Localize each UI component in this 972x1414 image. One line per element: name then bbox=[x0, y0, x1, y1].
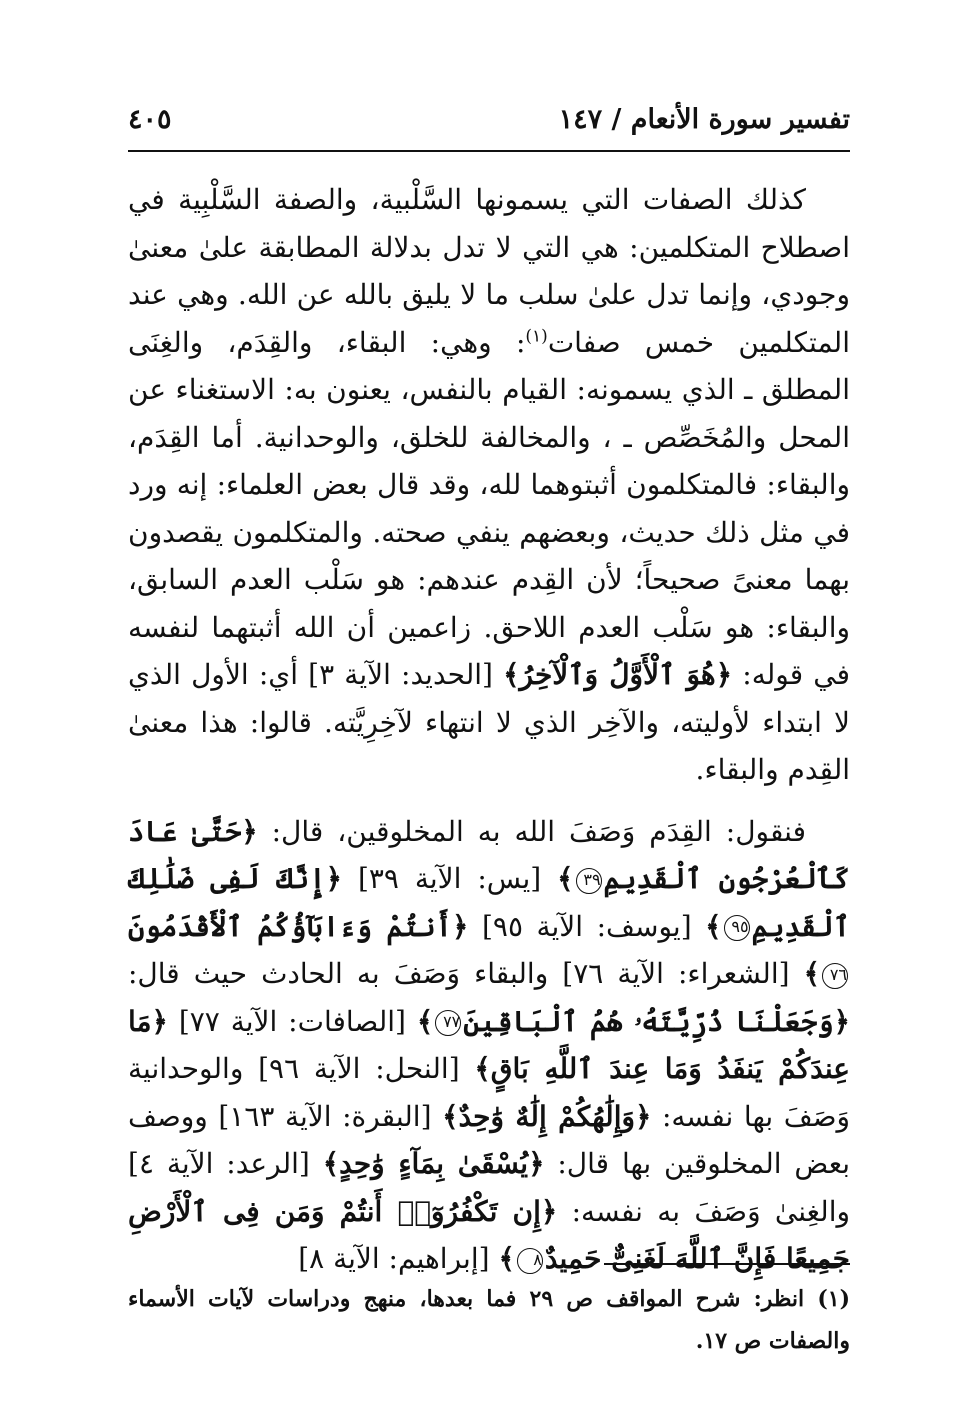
quran-close: ﴾ bbox=[803, 957, 820, 990]
ayah-number-mark: ٨ bbox=[517, 1248, 543, 1274]
paragraph-1-text-b: : وهي: البقاء، والقِدَم، والغِنَى المطلق ـ الذي يسمونه: القيام بالنفس، يعنون به: الاستغناء عن المحل والمُخَصِّص ـ ، والمخالفة للخلق، والوحدانية. أما القِدَم، والبقاء: فالمتكلمون أثبتوهما لله، وقد قال بعض العلماء: إنه ورد في مثل ذلك حديث، وبعضهم ينفي صحته. والمتكلمون يقصدون بهما معنىً صحيحاً؛ لأن القِدم عندهم: هو سَلْب العدم السابق، والبقاء: هو سَلْب العدم اللاحق. زاعمين أن الله أثبتهما لنفسه في قوله: bbox=[128, 325, 850, 691]
quran-verse-6: ﴿مَا عِندَكُمْ يَنفَدُ وَمَا عِندَ ٱللَّهِ بَاقٍ﴾ bbox=[128, 1004, 850, 1085]
paragraph-2-text-c: [يوسف: الآية ٩٥] bbox=[468, 909, 706, 943]
footnote-rule bbox=[604, 1263, 850, 1265]
ayah-number-mark: ٣٩ bbox=[576, 868, 602, 894]
paragraph-2-text-d: [الشعراء: الآية ٧٦] والبقاء وَصَفَ به الحادث حيث قال: bbox=[128, 957, 804, 990]
paragraph-2-text-e: [الصافات: الآية ٧٧] bbox=[167, 1004, 417, 1038]
quran-close: ﴾ bbox=[416, 1004, 434, 1038]
quran-verse-3: ﴿إِنَّكَ لَفِى ضَلَٰلِكَ ٱلْقَدِيمِ bbox=[128, 862, 850, 943]
quran-verse-9: ﴿إِن تَكْفُرُوٓا۟ أَنتُمْ وَمَن فِى ٱلْأَرْضِ جَمِيعًا فَإِنَّ ٱللَّهَ لَغَنِىٌّ حَمِيدٌ bbox=[128, 1194, 850, 1275]
ayah-number-mark: ٧٧ bbox=[435, 1010, 461, 1036]
quran-verse-4: ﴿أَنتُمْ وَءَابَآؤُكُمُ ٱلْأَقْدَمُونَ bbox=[128, 909, 469, 943]
quran-verse-1: ﴿هُوَ ٱلْأَوَّلُ وَٱلْآخِرُ﴾ bbox=[503, 658, 733, 691]
paragraph-2-text-f: [النحل: الآية ٩٦] والوحدانية وَصَفَ بها نفسه: bbox=[128, 1052, 850, 1133]
ayah-number-mark: ٩٥ bbox=[724, 915, 750, 941]
running-header bbox=[128, 96, 850, 142]
ayah-number-mark: ٧٦ bbox=[822, 963, 848, 989]
paragraph-1-text-c: [الحديد: الآية ٣] أي: الأول الذي لا ابتداء لأوليته، والآخِر الذي لا انتهاء لآخِرِيَّته. قالوا: هذا معنىٰ القِدم والبقاء. bbox=[128, 658, 850, 786]
paragraph-2-text-a: فنقول: القِدَم وَصَفَ الله به المخلوقين، قال: bbox=[257, 814, 806, 848]
paragraph-1 bbox=[128, 176, 850, 794]
quran-verse-5: ﴿وَجَعَلْنَا ذُرِّيَّتَهُۥ هُمُ ٱلْبَاقِينَ bbox=[463, 1004, 851, 1038]
quran-verse-7: ﴿وَإِلَٰهُكُمْ إِلَٰهٌ وَٰحِدٌ﴾ bbox=[442, 1099, 652, 1133]
body-text bbox=[128, 176, 850, 1283]
quran-verse-8: ﴿يُسْقَىٰ بِمَآءٍ وَٰحِدٍ﴾ bbox=[322, 1147, 545, 1180]
paragraph-2 bbox=[128, 808, 850, 1283]
paragraph-2-text-i: [إبراهيم: الآية ٨] bbox=[298, 1242, 499, 1275]
footnotes bbox=[128, 1278, 850, 1362]
header-rule bbox=[128, 150, 850, 152]
paragraph-2-text-b: [يس: الآية ٣٩] bbox=[342, 862, 558, 895]
paragraph-2-text-g: [البقرة: الآية ١٦٣] ووصف بعض المخلوقين بها قال: bbox=[128, 1099, 850, 1180]
quran-close: ﴾ bbox=[498, 1242, 515, 1275]
page-number: ٤٠٥ bbox=[128, 103, 172, 135]
quran-close: ﴾ bbox=[557, 862, 574, 895]
paragraph-2-text-h: [الرعد: الآية ٤] والغِنىٰ وَصَفَ به نفسه: bbox=[128, 1147, 850, 1228]
paragraph-1-text: كذلك الصفات التي يسمونها السَّلْبية، والصفة السَّلْبِية في اصطلاح المتكلمين: هي التي لا تدل بدلالة المطابقة علىٰ معنىٰ وجودي، وإنما تدل علىٰ سلب ما لا يليق بالله عن الله. وهي عند المتكلمين خمس صفات bbox=[128, 183, 850, 359]
running-title: تفسير سورة الأنعام / ١٤٧ bbox=[558, 103, 850, 135]
quran-close: ﴾ bbox=[705, 909, 722, 943]
quran-verse-2: ﴿حَتَّىٰ عَادَ كَٱلْعُرْجُونِ ٱلْقَدِيمِ bbox=[128, 814, 851, 895]
footnote-ref-1[interactable]: (١) bbox=[525, 326, 548, 347]
footnote-1: (١) انظر: شرح المواقف ص ٢٩ فما بعدها، منهج ودراسات لآيات الأسماء والصفات ص ١٧. bbox=[128, 1286, 851, 1354]
